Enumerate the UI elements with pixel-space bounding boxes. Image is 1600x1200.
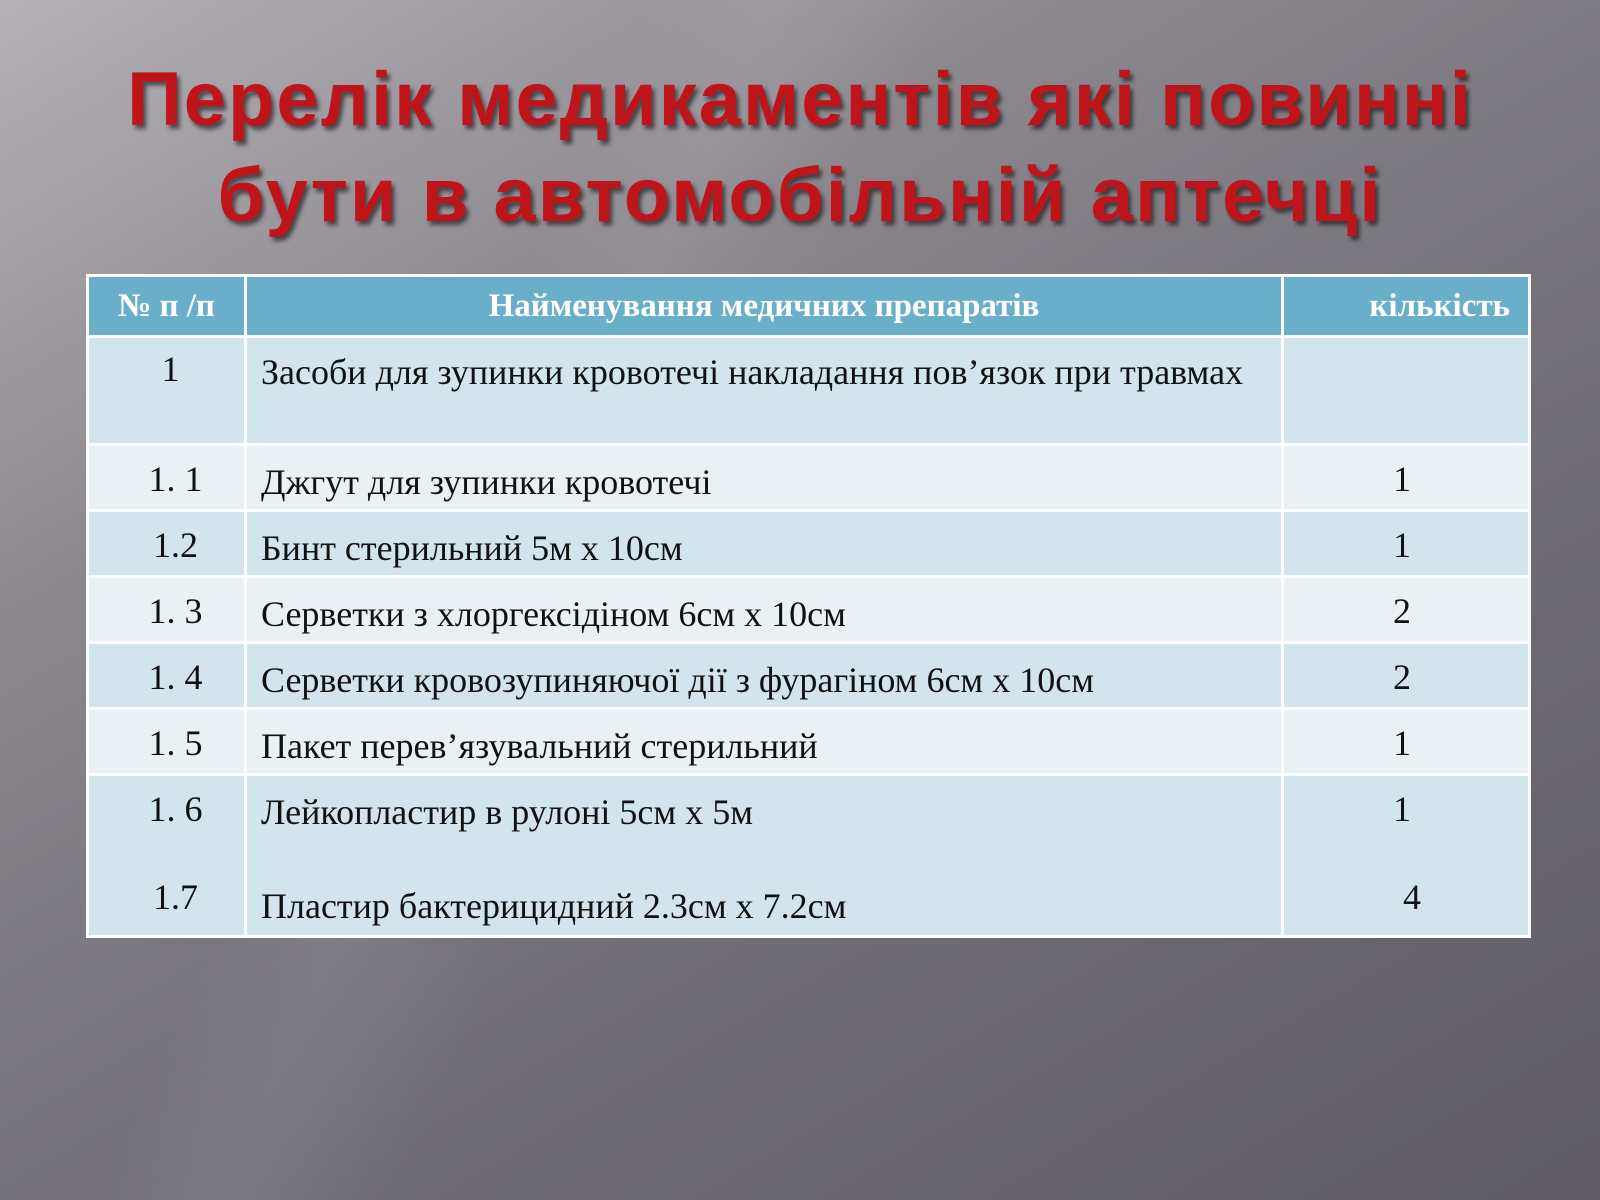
header-name: Найменування медичних препаратів	[246, 276, 1283, 337]
table-row	[88, 643, 1530, 709]
row-number: 1	[88, 337, 246, 445]
row-number-cell	[88, 775, 246, 937]
table-row	[88, 511, 1530, 577]
header-quantity: кількість	[1283, 276, 1530, 337]
row-name: Серветки кровозупиняючої дії з фурагіном 6см х 10см	[246, 643, 1283, 709]
row-quantity: 4	[1403, 877, 1421, 917]
row-quantity: 1	[1283, 445, 1530, 511]
title-line-1: Перелік медикаментів які повинні	[127, 57, 1473, 142]
table-row	[88, 337, 1530, 445]
table-row	[88, 577, 1530, 643]
table-row	[88, 709, 1530, 775]
row-name: Бинт стерильний 5м х 10см	[246, 511, 1283, 577]
row-quantity: 2	[1283, 577, 1530, 643]
row-name: Пакет перев’язувальний стерильний	[246, 709, 1283, 775]
row-quantity: 2	[1283, 643, 1530, 709]
row-name: Засоби для зупинки кровотечі накладання пов’язок при травмах	[246, 337, 1283, 445]
title-line-2: бути в автомобільній аптечці	[217, 153, 1383, 238]
row-number: 1. 5	[88, 709, 246, 775]
row-number: 1. 3	[88, 577, 246, 643]
row-name: Серветки з хлоргексідіном 6см х 10см	[246, 577, 1283, 643]
row-number: 1.7	[153, 877, 198, 917]
row-name-cell	[246, 775, 1283, 937]
row-name: Лейкопластир в рулоні 5см х 5м	[261, 792, 753, 832]
medicine-table	[86, 274, 1531, 938]
row-number: 1. 6	[148, 789, 203, 829]
row-name: Пластир бактерицидний 2.3см х 7.2см	[261, 886, 847, 926]
row-number: 1. 1	[88, 445, 246, 511]
table-row	[88, 445, 1530, 511]
row-number: 1.2	[88, 511, 246, 577]
row-quantity-cell	[1283, 775, 1530, 937]
row-quantity: 1	[1283, 709, 1530, 775]
row-quantity: 1	[1393, 789, 1411, 829]
row-quantity: 1	[1283, 511, 1530, 577]
slide-title	[60, 52, 1540, 244]
header-number: № п /п	[88, 276, 246, 337]
table-row-combined	[88, 775, 1530, 937]
row-number: 1. 4	[88, 643, 246, 709]
row-quantity	[1283, 337, 1530, 445]
row-name: Джгут для зупинки кровотечі	[246, 445, 1283, 511]
table-header-row	[88, 276, 1530, 337]
